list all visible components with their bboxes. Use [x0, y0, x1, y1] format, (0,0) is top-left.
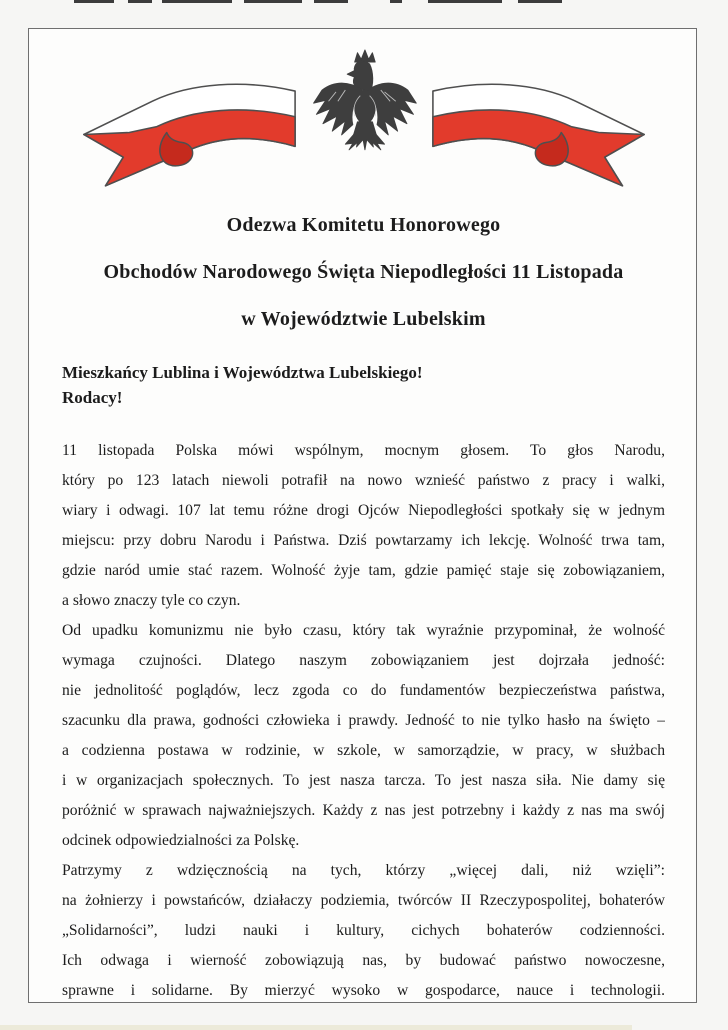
title-line-3: w Województwie Lubelskim: [241, 308, 486, 330]
document-page: [28, 28, 697, 1003]
scan-next-page-edge: [0, 1025, 632, 1030]
scan-artifact: [314, 0, 348, 3]
text-line: Patrzymy z wdzięcznością na tych, którzy „więcej dali, niż wzięli”:: [62, 862, 665, 879]
paragraph: [62, 436, 665, 616]
title-line-2: Obchodów Narodowego Święta Niepodległości 11 Listopada: [103, 261, 624, 283]
text-line: sprawne i solidarne. By mierzyć wysoko w gospodarce, nauce i technologii.: [62, 982, 665, 999]
scan-artifact: [128, 0, 152, 3]
scan-artifact: [428, 0, 502, 3]
text-line: nie jednolitość poglądów, lecz zgoda co do fundamentów bezpieczeństwa państwa,: [62, 682, 665, 699]
body-text: [62, 436, 665, 1006]
text-line: szacunku dla prawa, godności człowieka i prawdy. Jedność to nie tylko hasło na święto –: [62, 712, 665, 729]
salutation-line-2: Rodacy!: [62, 388, 123, 407]
text-line: a codzienna postawa w rodzinie, w szkole, w samorządzie, w pracy, w służbach: [62, 742, 665, 759]
text-line: wymaga czujności. Dlatego naszym zobowiązaniem jest dojrzała jedność:: [62, 652, 665, 669]
scan-artifact: [244, 0, 302, 3]
polish-flag-ribbon-left-icon: [70, 75, 302, 197]
text-line: miejscu: przy dobru Narodu i Państwa. Dziś powtarzamy ich lekcję. Wolność trwa tam,: [62, 532, 665, 549]
title-line-1: Odezwa Komitetu Honorowego: [226, 214, 501, 236]
text-line: poróżnić w sprawach najważniejszych. Każdy z nas jest potrzebny i każdy z nas ma swój: [62, 802, 665, 819]
text-line: Od upadku komunizmu nie było czasu, który tak wyraźnie przypominał, że wolność: [62, 622, 665, 639]
scan-artifact: [74, 0, 114, 3]
text-line: na żołnierzy i powstańców, działaczy podziemia, twórców II Rzeczypospolitej, bohaterów: [62, 892, 665, 909]
text-line: 11 listopada Polska mówi wspólnym, mocnym głosem. To głos Narodu,: [62, 442, 665, 459]
salutation: [62, 360, 665, 410]
paragraph: [62, 616, 665, 856]
text-line: odcinek odpowiedzialności za Polskę.: [62, 832, 300, 849]
document-header-graphic: [62, 47, 665, 165]
text-line: gdzie naród umie stać razem. Wolność żyje tam, gdzie pamięć staje się zobowiązaniem,: [62, 562, 665, 579]
scan-artifact: [162, 0, 232, 3]
document-title: [62, 202, 665, 343]
polish-flag-ribbon-right-icon: [426, 75, 658, 197]
text-line: Ich odwaga i wierność zobowiązują nas, by budować państwo nowoczesne,: [62, 952, 665, 969]
text-line: wiary i odwagi. 107 lat temu różne drogi Ojców Niepodległości spotkały się w jednym: [62, 502, 665, 519]
salutation-line-1: Mieszkańcy Lublina i Województwa Lubelskiego!: [62, 363, 423, 382]
text-line: „Solidarności”, ludzi nauki i kultury, cichych bohaterów codzienności.: [62, 922, 665, 939]
polish-eagle-emblem-icon: [308, 47, 420, 168]
scan-artifact: [518, 0, 562, 3]
scan-artifact: [390, 0, 402, 3]
text-line: który po 123 latach niewoli potrafił na nowo wznieść państwo z pracy i walki,: [62, 472, 665, 489]
paragraph: [62, 856, 665, 1006]
text-line: i w organizacjach społecznych. To jest nasza tarcza. To jest nasza siła. Nie damy się: [62, 772, 665, 789]
text-line: a słowo znaczy tyle co czyn.: [62, 592, 241, 609]
